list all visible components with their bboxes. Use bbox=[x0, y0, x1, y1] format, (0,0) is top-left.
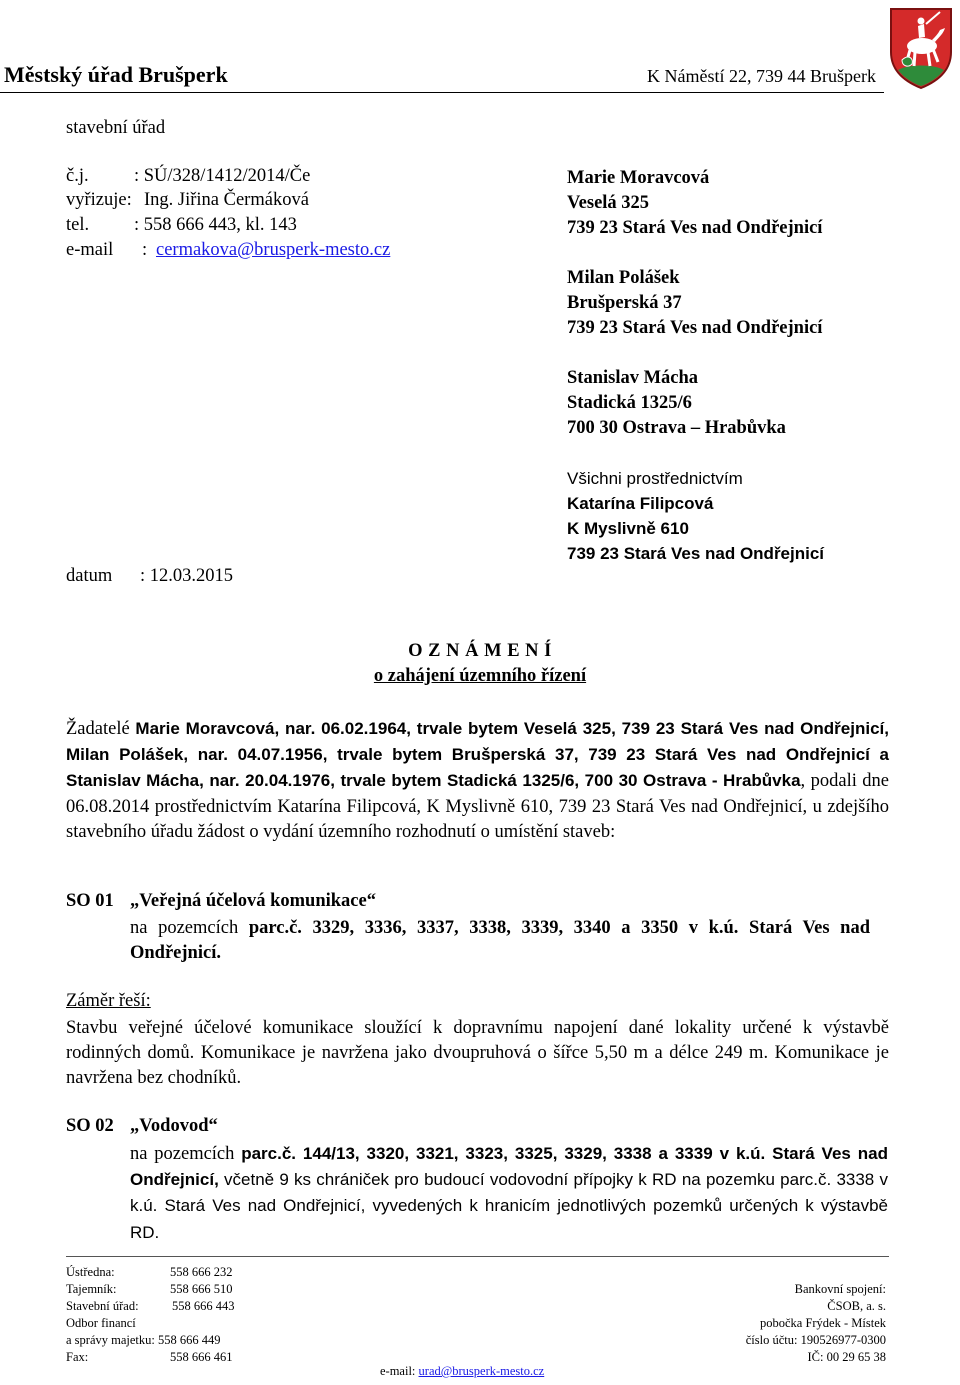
so2-code: SO 02 bbox=[66, 1116, 114, 1136]
applicants-names: Marie Moravcová, nar. 06.02.1964, trvale bytem Veselá 325, 739 23 Stará Ves nad Ondřejnicí, Milan Polášek, nar. 04.07.1956, trvale bytem Brušperská 37, 739 23 Stará Ves nad Ondřejnicí a Stanislav Mácha, nar. 20.04.1976, trvale bytem Stadická 1325/6, 700 30 Ostrava - Hrabůvka bbox=[66, 719, 889, 791]
recipient-2-city: 739 23 Stará Ves nad Ondřejnicí bbox=[567, 318, 823, 338]
applicants-request: , podali dne 06.08.2014 prostřednictvím Katarína Filipcová, K Myslivně 610, 739 23 Stará Ves nad Ondřejnicí, u zdejšího stavebního úřadu žádost o vydání územního rozhodnutí o umístění staveb: bbox=[66, 771, 889, 842]
recipient-1-street: Veselá 325 bbox=[567, 193, 650, 213]
recipient-1-name: Marie Moravcová bbox=[567, 168, 710, 188]
bank-account: číslo účtu: 190526977-0300 bbox=[745, 1333, 886, 1347]
footer-row: Tajemník: 558 666 510 bbox=[66, 1282, 233, 1296]
applicants-paragraph bbox=[66, 716, 889, 845]
recipient-3-name: Stanislav Mácha bbox=[567, 368, 699, 388]
recipient-3-street: Stadická 1325/6 bbox=[567, 393, 692, 413]
date-label: datum bbox=[66, 566, 113, 586]
recipient-4-city: 739 23 Stará Ves nad Ondřejnicí bbox=[567, 544, 825, 563]
bank-label: Bankovní spojení: bbox=[794, 1282, 886, 1296]
so2-location bbox=[130, 1141, 888, 1246]
handler-value: Ing. Jiřina Čermáková bbox=[144, 190, 309, 210]
recipient-4 bbox=[567, 466, 824, 566]
footer-row: Stavební úřad: 558 666 443 bbox=[66, 1299, 235, 1313]
so1-location-prefix: na pozemcích bbox=[130, 918, 249, 938]
so2-name: „Vodovod“ bbox=[130, 1116, 218, 1136]
department: stavební úřad bbox=[66, 118, 166, 138]
footer-email-link[interactable]: urad@brusperk-mesto.cz bbox=[418, 1364, 545, 1378]
so2-details: včetně 9 ks chrániček pro budoucí vodovodní přípojky k RD na pozemku parc.č. 3338 v k.ú. Stará Ves nad Ondřejnicí, vyvedených k hranicím jednotlivých pozemků určených k výstavbě RD. bbox=[130, 1170, 888, 1242]
so1-parcels: parc.č. 3329, 3336, 3337, 3338, 3339, 3340 a 3350 v k.ú. Stará Ves nad Ondřejnicí. bbox=[130, 918, 870, 964]
email-separator: : bbox=[142, 240, 148, 260]
recipient-4-street: K Myslivně 610 bbox=[567, 519, 689, 538]
so1-name: „Veřejná účelová komunikace“ bbox=[130, 891, 376, 911]
so1-location bbox=[130, 916, 870, 966]
applicants-intro: Žadatelé bbox=[66, 719, 136, 739]
footer-contacts bbox=[66, 1264, 235, 1366]
tel-label: tel. bbox=[66, 215, 90, 235]
footer-rule bbox=[66, 1256, 889, 1257]
recipient-4-name: Katarína Filipcová bbox=[567, 494, 714, 513]
ref-value: : SÚ/328/1412/2014/Če bbox=[134, 166, 311, 186]
recipient-3-city: 700 30 Ostrava – Hrabůvka bbox=[567, 418, 786, 438]
handler-label: vyřizuje: bbox=[66, 190, 132, 210]
so2-location-prefix: na pozemcích bbox=[130, 1144, 242, 1164]
recipient-1-city: 739 23 Stará Ves nad Ondřejnicí bbox=[567, 218, 823, 238]
footer-row: a správy majetku: 558 666 449 bbox=[66, 1333, 221, 1347]
notice-subtitle: o zahájení územního řízení bbox=[373, 666, 587, 686]
footer-row: Odbor financí bbox=[66, 1316, 136, 1330]
notice-title: O Z N Á M E N Í bbox=[408, 641, 552, 661]
header-rule bbox=[0, 92, 884, 93]
company-id: IČ: 00 29 65 38 bbox=[807, 1350, 886, 1364]
email-link[interactable]: cermakova@brusperk-mesto.cz bbox=[156, 240, 391, 260]
footer-row: Ústředna: 558 666 232 bbox=[66, 1265, 233, 1279]
recipient-1 bbox=[567, 166, 822, 241]
footer-row: Fax: 558 666 461 bbox=[66, 1350, 233, 1364]
office-name: Městský úřad Brušperk bbox=[4, 62, 228, 87]
email-label: e-mail bbox=[66, 240, 114, 260]
bank-name: ČSOB, a. s. bbox=[827, 1299, 886, 1313]
recipient-3 bbox=[567, 366, 786, 441]
ref-label: č.j. bbox=[66, 166, 89, 186]
recipient-2-name: Milan Polášek bbox=[567, 268, 680, 288]
recipient-2 bbox=[567, 266, 822, 341]
footer-bank bbox=[746, 1281, 886, 1366]
bank-branch: pobočka Frýdek - Místek bbox=[759, 1316, 886, 1330]
so1-code: SO 01 bbox=[66, 891, 114, 911]
footer-email-label: e-mail: bbox=[380, 1364, 416, 1378]
intent-label: Záměr řeší: bbox=[66, 991, 151, 1011]
intent-text: Stavbu veřejné účelové komunikace sloužící k dopravnímu napojení dané lokality určené k výstavbě rodinných domů. Komunikace je navržena jako dvoupruhová o šířce 5,50 m a délce 249 m. Komunikace je navržena bez chodníků. bbox=[66, 1018, 889, 1089]
office-address: K Náměstí 22, 739 44 Brušperk bbox=[647, 66, 876, 86]
recipient-2-street: Brušperská 37 bbox=[567, 293, 682, 313]
recipients-via: Všichni prostřednictvím bbox=[567, 469, 743, 488]
date-value: : 12.03.2015 bbox=[140, 566, 234, 586]
tel-value: : 558 666 443, kl. 143 bbox=[134, 215, 297, 235]
coat-of-arms-icon bbox=[888, 6, 954, 90]
so2-parcels: parc.č. 144/13, 3320, 3321, 3323, 3325, 3329, 3338 a 3339 v k.ú. Stará Ves nad Ondřejnicí, bbox=[130, 1144, 888, 1190]
footer-email bbox=[380, 1364, 544, 1379]
